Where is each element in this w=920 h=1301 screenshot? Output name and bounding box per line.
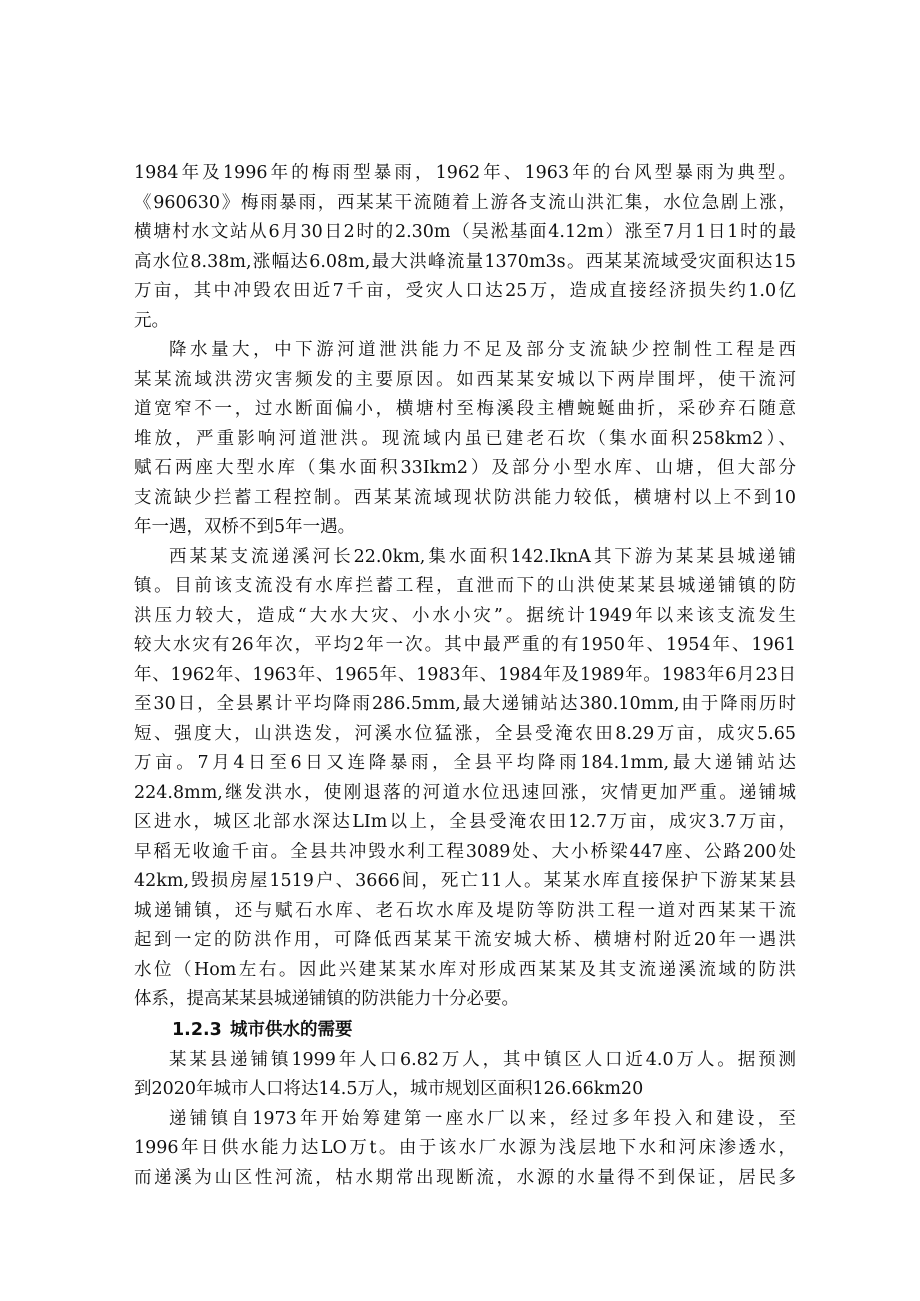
- text-line: 万亩。7月4日至6日又连降暴雨，全县平均降雨184.1mm,最大递铺站达: [134, 753, 796, 773]
- text-line: 赋石两座大型水库（集水面积33Ikm2）及部分小型水库、山塘，但大部分: [134, 458, 796, 478]
- text-line: 洪压力较大，造成“大水大灾、小水小灾”。据统计1949年以来该支流发生: [134, 605, 796, 626]
- text-line: 西某某支流递溪河长22.0km,集水面积142.IknA其下游为某某县城递铺: [169, 546, 796, 567]
- paragraph: [134, 159, 796, 336]
- text-line: 《960630》梅雨暴雨，西某某干流随着上游各支流山洪汇集，水位急剧上涨，: [134, 192, 796, 213]
- text-line: 递铺镇自1973年开始筹建第一座水厂以来，经过多年投入和建设，至: [169, 1108, 796, 1129]
- paragraph: [134, 543, 796, 1015]
- section-title: 城市供水的需要: [230, 1019, 353, 1040]
- text-line: 某某流域洪涝灾害频发的主要原因。如西某某安城以下两岸围坪，使干流河: [134, 369, 796, 390]
- text-line: 道宽窄不一，过水断面偏小，横塘村至梅溪段主槽蜿蜒曲折，采砂弃石随意: [134, 399, 796, 419]
- text-line: 降水量大，中下游河道泄洪能力不足及部分支流缺少控制性工程是西: [169, 340, 796, 360]
- text-line: 到2020年城市人口将达14.5万人，城市规划区面积126.66km20: [134, 1079, 644, 1099]
- text-line: 水位（Hom左右。因此兴建某某水库对形成西某某及其支流递溪流域的防洪: [134, 959, 796, 980]
- paragraph: [134, 336, 796, 543]
- section-heading: [134, 1015, 796, 1046]
- text-line: 高水位8.38m,涨幅达6.08m,最大洪峰流量1370m3s。西某某流域受灾面积达15: [134, 251, 796, 272]
- text-line: 42km,毁损房屋1519户、3666间，死亡11人。某某水库直接保护下游某某县: [134, 871, 796, 891]
- text-line: 起到一定的防洪作用，可降低西某某干流安城大桥、横塘村附近20年一遇洪: [134, 930, 796, 950]
- text-line: 1984年及1996年的梅雨型暴雨，1962年、1963年的台风型暴雨为典型。: [134, 163, 796, 183]
- paragraph: [134, 1046, 796, 1105]
- text-line: 年一遇，双桥不到5年一遇。: [134, 517, 356, 537]
- text-line: 支流缺少拦蓄工程控制。西某某流域现状防洪能力较低，横塘村以上不到10: [134, 487, 796, 508]
- text-line: 而递溪为山区性河流，枯水期常出现断流，水源的水量得不到保证，居民多: [134, 1167, 796, 1188]
- text-line: 224.8mm,继发洪水，使刚退落的河道水位迅速回涨，灾情更加严重。递铺城: [134, 782, 796, 803]
- text-line: 元。: [134, 310, 169, 331]
- text-line: 体系，提高某某县城递铺镇的防洪能力十分必要。: [134, 989, 519, 1009]
- section-number: 1.2.3: [172, 1019, 222, 1040]
- text-line: 区进水，城区北部水深达LIm以上，全县受淹农田12.7万亩，成灾3.7万亩，: [134, 812, 796, 832]
- text-line: 早稻无收逾千亩。全县共冲毁水利工程3089处、大小桥梁447座、公路200处: [134, 841, 796, 862]
- text-line: 至30日，全县累计平均降雨286.5mm,最大递铺站达380.10mm,由于降雨历时: [134, 694, 796, 714]
- paragraph: [134, 1105, 796, 1194]
- text-line: 横塘村水文站从6月30日2时的2.30m（吴淞基面4.12m）涨至7月1日1时的最: [134, 222, 796, 242]
- text-line: 年、1962年、1963年、1965年、1983年、1984年及1989年。1983年6月23日: [134, 664, 796, 685]
- text-line: 较大水灾有26年次，平均2年一次。其中最严重的有1950年、1954年、1961: [134, 635, 796, 655]
- text-line: 万亩，其中冲毁农田近7千亩，受灾人口达25万，造成直接经济损失约1.0亿: [134, 281, 796, 301]
- text-line: 某某县递铺镇1999年人口6.82万人，其中镇区人口近4.0万人。据预测: [169, 1049, 796, 1070]
- document-body: [134, 159, 796, 1193]
- text-line: 1996年日供水能力达LO万t。由于该水厂水源为浅层地下水和河床渗透水，: [134, 1138, 796, 1158]
- text-line: 城递铺镇，还与赋石水库、老石坎水库及堤防等防洪工程一道对西某某干流: [134, 900, 796, 921]
- text-line: 短、强度大，山洪迭发，河溪水位猛涨，全县受淹农田8.29万亩，成灾5.65: [134, 723, 796, 744]
- text-line: 镇。目前该支流没有水库拦蓄工程，直泄而下的山洪使某某县城递铺镇的防: [134, 576, 796, 596]
- text-line: 堆放，严重影响河道泄洪。现流域内虽已建老石坎（集水面积258km2）、: [134, 428, 796, 449]
